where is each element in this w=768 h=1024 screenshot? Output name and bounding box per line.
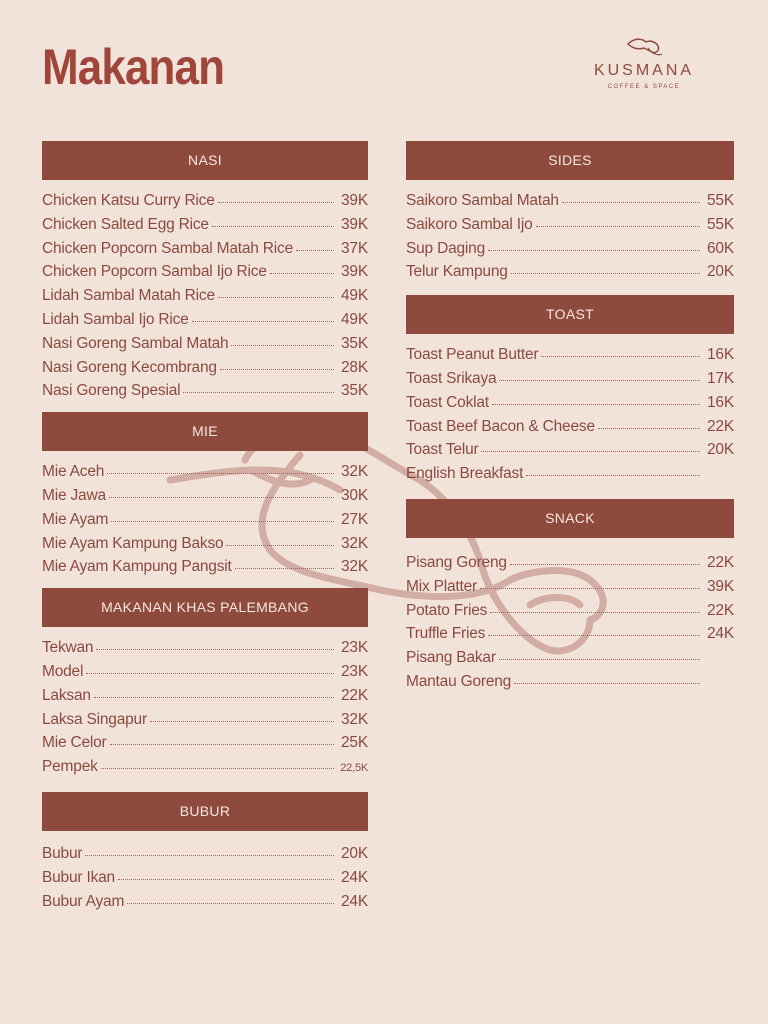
section-bubur <box>42 792 368 916</box>
menu-item <box>42 758 368 782</box>
menu-item-name: Truffle Fries <box>406 625 486 643</box>
dotted-leader <box>107 473 334 474</box>
menu-item-name: Nasi Goreng Kecombrang <box>42 358 217 376</box>
left-column <box>42 141 368 916</box>
menu-item <box>42 487 368 511</box>
menu-item-price: 39K <box>341 263 368 281</box>
menu-list-palembang <box>42 639 368 782</box>
dotted-leader <box>150 721 334 722</box>
menu-item <box>42 687 368 711</box>
menu-item-name: Mantau Goreng <box>406 672 512 690</box>
menu-item-name: Saikoro Sambal Matah <box>406 192 559 209</box>
menu-list-sides <box>406 192 734 287</box>
menu-item-name: Mie Jawa <box>42 486 106 504</box>
menu-item-price: 35K <box>341 382 368 400</box>
menu-item <box>42 311 368 335</box>
menu-item-name: Chicken Katsu Curry Rice <box>42 192 215 209</box>
menu-item <box>42 192 368 216</box>
menu-item-price: 49K <box>341 287 368 305</box>
dotted-leader <box>226 545 334 546</box>
menu-item <box>406 465 734 489</box>
menu-item-price: 20K <box>341 844 368 862</box>
menu-item <box>406 578 734 602</box>
menu-item <box>406 418 734 442</box>
menu-item-price: 60K <box>707 239 734 257</box>
menu-item <box>406 192 734 216</box>
menu-item-name: Sup Daging <box>406 239 486 257</box>
menu-item-name: Toast Peanut Butter <box>406 346 539 364</box>
dotted-leader <box>499 380 700 381</box>
menu-item-name: Model <box>42 662 84 680</box>
menu-item-name: Pisang Bakar <box>406 649 496 667</box>
menu-item-name: Mie Celor <box>42 734 107 752</box>
dotted-leader <box>296 250 334 251</box>
menu-item-name: Nasi Goreng Sambal Matah <box>42 334 229 352</box>
menu-item-price: 20K <box>707 441 734 459</box>
dotted-leader <box>562 202 700 203</box>
menu-item-name: Chicken Popcorn Sambal Matah Rice <box>42 239 293 257</box>
dotted-leader <box>96 649 334 650</box>
menu-list-nasi <box>42 192 368 406</box>
menu-item-name: Laksan <box>42 686 91 704</box>
menu-item-price: 49K <box>341 310 368 328</box>
menu-item-price: 39K <box>341 215 368 233</box>
right-column <box>406 141 734 697</box>
coffee-hand-icon <box>624 36 664 60</box>
menu-item <box>42 734 368 758</box>
menu-item-price: 32K <box>341 463 368 481</box>
dotted-leader <box>218 202 334 203</box>
menu-item <box>42 263 368 287</box>
menu-item-price: 35K <box>341 334 368 352</box>
dotted-leader <box>220 369 334 370</box>
section-mie <box>42 412 368 582</box>
dotted-leader <box>488 635 700 636</box>
menu-item <box>42 558 368 582</box>
brand-tagline: COFFEE & SPACE <box>607 84 681 90</box>
menu-item <box>42 711 368 735</box>
menu-item-name: Tekwan <box>42 639 94 657</box>
menu-item-name: Saikoro Sambal Ijo <box>406 215 533 233</box>
menu-list-mie <box>42 463 368 582</box>
menu-item-name: Potato Fries <box>406 601 488 619</box>
menu-item-name: Bubur Ayam <box>42 892 125 910</box>
menu-item <box>406 263 734 287</box>
menu-item <box>42 463 368 487</box>
menu-item-name: Bubur Ikan <box>42 868 115 886</box>
dotted-leader <box>481 451 700 452</box>
menu-item <box>406 216 734 240</box>
menu-item <box>42 216 368 240</box>
menu-item-price: 17K <box>707 369 734 387</box>
menu-item <box>42 893 368 917</box>
menu-item <box>406 554 734 578</box>
menu-item-name: Telur Kampung <box>406 263 508 281</box>
brand-logo <box>568 36 720 90</box>
dotted-leader <box>480 588 700 589</box>
section-toast <box>406 295 734 489</box>
menu-list-bubur <box>42 845 368 916</box>
dotted-leader <box>514 683 700 684</box>
section-header-sides: SIDES <box>406 141 734 180</box>
dotted-leader <box>511 273 700 274</box>
dotted-leader <box>94 697 334 698</box>
menu-item-price: 22K <box>707 553 734 571</box>
dotted-leader <box>86 673 334 674</box>
menu-item <box>42 359 368 383</box>
section-header-bubur: BUBUR <box>42 792 368 831</box>
menu-item-price: 32K <box>341 710 368 728</box>
menu-item-name: Nasi Goreng Spesial <box>42 382 181 400</box>
menu-item <box>406 649 734 673</box>
menu-item <box>42 845 368 869</box>
section-sides <box>406 141 734 287</box>
menu-item-price: 22K <box>707 417 734 435</box>
menu-item-name: Pisang Goreng <box>406 553 507 571</box>
menu-item <box>42 511 368 535</box>
menu-item <box>42 335 368 359</box>
section-nasi <box>42 141 368 406</box>
dotted-leader <box>111 521 334 522</box>
menu-item <box>406 370 734 394</box>
menu-item-price: 22K <box>341 686 368 704</box>
menu-item <box>406 346 734 370</box>
dotted-leader <box>510 564 700 565</box>
menu-item-price: 24K <box>707 625 734 643</box>
menu-item <box>406 602 734 626</box>
menu-item-name: Lidah Sambal Matah Rice <box>42 287 215 305</box>
menu-item <box>42 639 368 663</box>
menu-list-toast <box>406 346 734 489</box>
menu-item-name: Mie Aceh <box>42 463 105 481</box>
menu-item <box>42 382 368 406</box>
dotted-leader <box>85 855 334 856</box>
menu-item-price: 39K <box>341 192 368 209</box>
menu-item-name: Toast Srikaya <box>406 369 497 387</box>
dotted-leader <box>235 568 334 569</box>
menu-item-name: Mix Platter <box>406 577 478 595</box>
menu-item-price: 24K <box>341 892 368 910</box>
menu-item-name: Mie Ayam Kampung Bakso <box>42 534 224 552</box>
menu-item-name: Bubur <box>42 844 83 862</box>
section-header-palembang: MAKANAN KHAS PALEMBANG <box>42 588 368 627</box>
menu-item-price: 55K <box>707 192 734 209</box>
dotted-leader <box>270 273 334 274</box>
page-title: Makanan <box>42 39 225 95</box>
dotted-leader <box>218 297 334 298</box>
section-header-snack: SNACK <box>406 499 734 538</box>
menu-item-price: 25K <box>341 734 368 752</box>
menu-item-name: Laksa Singapur <box>42 710 147 728</box>
menu-item-name: English Breakfast <box>406 465 524 483</box>
menu-item <box>42 663 368 687</box>
menu-item-name: Mie Ayam <box>42 510 109 528</box>
menu-item-price: 16K <box>707 346 734 364</box>
menu-item-name: Mie Ayam Kampung Pangsit <box>42 558 232 576</box>
dotted-leader <box>536 226 701 227</box>
menu-item <box>42 535 368 559</box>
menu-list-snack <box>406 554 734 697</box>
menu-item-price: 20K <box>707 263 734 281</box>
menu-item-price: 22,5K <box>340 762 368 775</box>
menu-item-price: 32K <box>341 558 368 576</box>
section-palembang <box>42 588 368 782</box>
menu-item <box>406 441 734 465</box>
section-snack <box>406 499 734 697</box>
menu-item-price: 22K <box>707 601 734 619</box>
dotted-leader <box>526 475 700 476</box>
menu-item <box>406 240 734 264</box>
dotted-leader <box>490 612 700 613</box>
menu-item-price: 23K <box>341 639 368 657</box>
dotted-leader <box>183 392 334 393</box>
menu-item-price: 28K <box>341 358 368 376</box>
menu-item-name: Lidah Sambal Ijo Rice <box>42 310 189 328</box>
menu-item-name: Pempek <box>42 758 98 776</box>
menu-item <box>42 869 368 893</box>
menu-item-price: 23K <box>341 662 368 680</box>
menu-item-name: Toast Telur <box>406 441 479 459</box>
menu-item-price: 55K <box>707 215 734 233</box>
menu-item <box>406 673 734 697</box>
menu-item-price: 16K <box>707 393 734 411</box>
dotted-leader <box>231 345 334 346</box>
dotted-leader <box>499 659 700 660</box>
dotted-leader <box>541 356 700 357</box>
menu-item-price: 39K <box>707 577 734 595</box>
dotted-leader <box>598 428 700 429</box>
menu-item-name: Chicken Popcorn Sambal Ijo Rice <box>42 263 267 281</box>
menu-item-name: Toast Coklat <box>406 393 489 411</box>
dotted-leader <box>101 768 334 769</box>
brand-name: KUSMANA <box>593 62 695 79</box>
section-header-mie: MIE <box>42 412 368 451</box>
dotted-leader <box>127 903 334 904</box>
section-header-nasi: NASI <box>42 141 368 180</box>
menu-item-price: 24K <box>341 868 368 886</box>
dotted-leader <box>110 744 334 745</box>
dotted-leader <box>212 226 334 227</box>
dotted-leader <box>118 879 334 880</box>
dotted-leader <box>192 321 334 322</box>
menu-item-price: 27K <box>341 510 368 528</box>
dotted-leader <box>492 404 700 405</box>
menu-item <box>406 394 734 418</box>
section-header-toast: TOAST <box>406 295 734 334</box>
menu-item-price: 37K <box>341 239 368 257</box>
menu-item-name: Chicken Salted Egg Rice <box>42 215 209 233</box>
menu-item-name: Toast Beef Bacon & Cheese <box>406 417 595 435</box>
menu-item-price: 30K <box>341 486 368 504</box>
menu-item <box>42 240 368 264</box>
dotted-leader <box>109 497 334 498</box>
menu-item <box>406 625 734 649</box>
menu-item-price: 32K <box>341 534 368 552</box>
dotted-leader <box>488 250 700 251</box>
menu-item <box>42 287 368 311</box>
